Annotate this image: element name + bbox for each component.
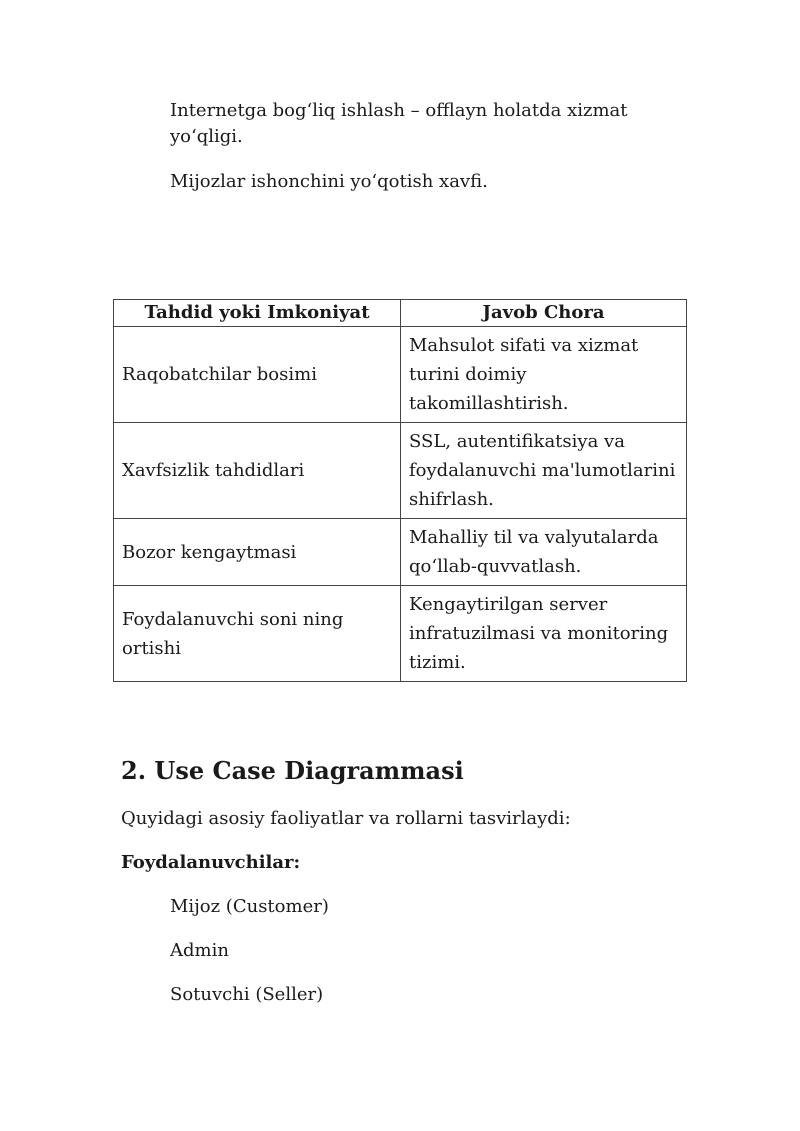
section-intro: Quyidagi asosiy faoliyatlar va rollarni tasvirlaydi: — [121, 808, 571, 829]
table-header-row — [114, 300, 687, 327]
table-row — [114, 327, 687, 423]
paragraph-offline-risk: Internetga bog‘liq ishlash – offlayn holatda xizmat yo‘qligi. — [170, 100, 628, 147]
table-row — [114, 423, 687, 519]
table-cell-response: Mahalliy til va valyutalarda qo‘llab-quvvatlash. — [401, 519, 687, 586]
table-header-response: Javob Chora — [401, 300, 687, 327]
table-cell-threat: Foydalanuvchi soni ning ortishi — [114, 586, 401, 682]
roles-label: Foydalanuvchilar: — [121, 852, 301, 873]
table-header-threat: Tahdid yoki Imkoniyat — [114, 300, 401, 327]
table-row — [114, 519, 687, 586]
table-cell-threat: Xavfsizlik tahdidlari — [114, 423, 401, 519]
table-row — [114, 586, 687, 682]
table-cell-threat: Raqobatchilar bosimi — [114, 327, 401, 423]
table-cell-response: SSL, autentifikatsiya va foydalanuvchi ma'lumotlarini shifrlash. — [401, 423, 687, 519]
table-cell-response: Kengaytirilgan server infratuzilmasi va monitoring tizimi. — [401, 586, 687, 682]
threats-table — [113, 299, 687, 682]
section-heading: 2. Use Case Diagrammasi — [121, 756, 464, 785]
role-item-admin: Admin — [170, 940, 229, 961]
role-item-customer: Mijoz (Customer) — [170, 896, 329, 917]
table-cell-threat: Bozor kengaytmasi — [114, 519, 401, 586]
table-cell-response: Mahsulot sifati va xizmat turini doimiy takomillashtirish. — [401, 327, 687, 423]
paragraph-trust-risk: Mijozlar ishonchini yo‘qotish xavfi. — [170, 171, 488, 192]
role-item-seller: Sotuvchi (Seller) — [170, 984, 324, 1005]
